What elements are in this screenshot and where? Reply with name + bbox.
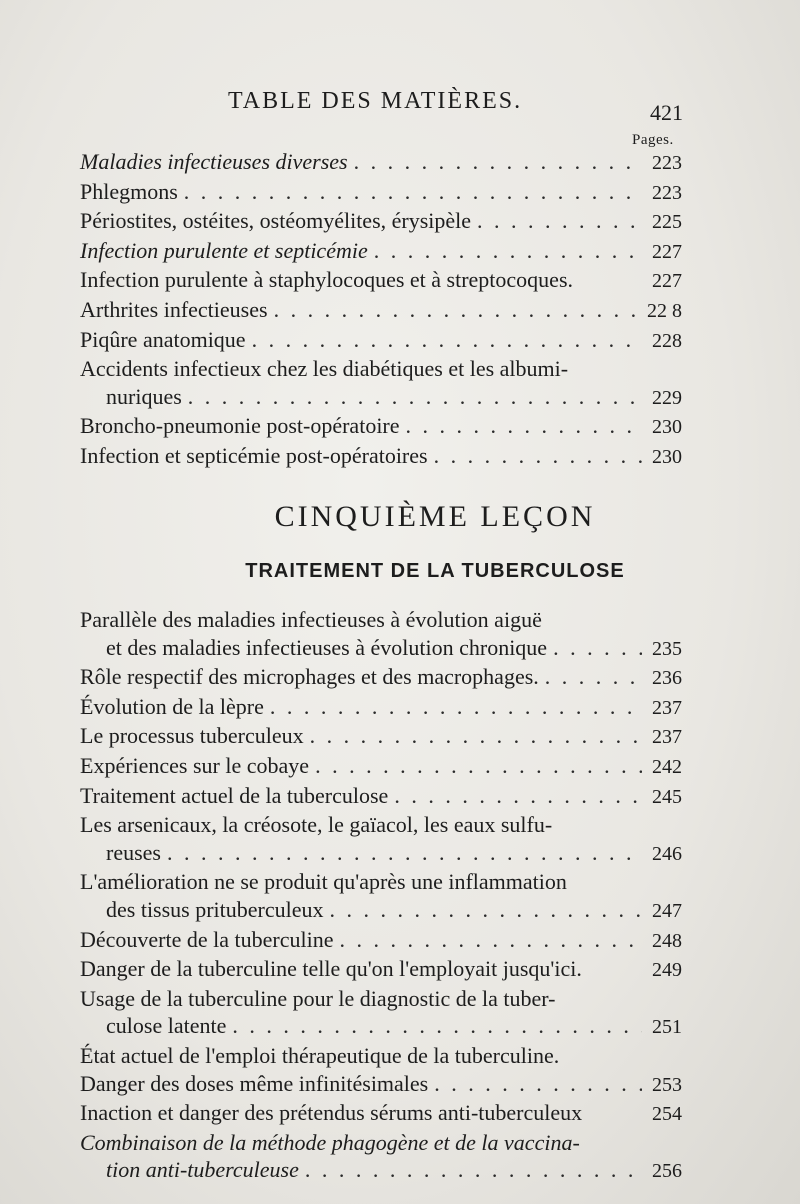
lecon-title: CINQUIÈME LEÇON (274, 500, 596, 533)
toc-page-number: 249 (652, 959, 682, 982)
toc-entry (80, 1042, 682, 1070)
toc-entry (80, 178, 682, 208)
toc-entry-title: nuriques (106, 383, 182, 409)
dot-leader (394, 782, 642, 810)
toc-page-number: 236 (652, 667, 682, 690)
toc-entry-title: Traitement actuel de la tuberculose (80, 782, 389, 808)
toc-entry (80, 868, 682, 925)
toc-section-bottom (80, 606, 682, 1186)
toc-entry-title: Inaction et danger des prétendus sérums anti-tuberculeux (80, 1100, 583, 1126)
toc-page-number: 223 (652, 181, 682, 204)
running-title: TABLE DES MATIÈRES. (228, 88, 523, 114)
toc-entry-title: Maladies infectieuses diverses (80, 149, 348, 174)
page-number: 421 (650, 100, 683, 125)
dot-leader (330, 896, 642, 924)
toc-entry-line (80, 1042, 682, 1070)
dot-leader (434, 1070, 642, 1098)
toc-page-number: 237 (652, 726, 682, 749)
toc-entry (80, 782, 682, 812)
toc-entry-title: tion anti-tuberculeuse (106, 1157, 299, 1183)
toc-entry-title: Accidents infectieux chez les diabétiques et les albumi- (80, 356, 569, 382)
toc-entry (80, 148, 682, 178)
toc-entry-title: État actuel de l'emploi thérapeutique de la tuberculine. (80, 1042, 560, 1068)
toc-entry-title: culose latente (106, 1013, 227, 1039)
toc-entry-line (80, 326, 682, 356)
toc-entry (80, 663, 682, 693)
toc-entry-title: Infection purulente à staphylocoques et à streptocoques. (80, 267, 574, 293)
toc-page-number: 248 (652, 929, 682, 952)
dot-leader (374, 237, 642, 265)
toc-entry-title: Les arsenicaux, la créosote, le gaïacol, les eaux sulfu- (80, 812, 553, 838)
dot-leader (188, 383, 642, 411)
toc-entry-title: Usage de la tuberculine pour le diagnostic de la tuber- (80, 985, 556, 1011)
toc-entry (80, 207, 682, 237)
toc-page-number: 235 (652, 637, 682, 660)
toc-page-number: 246 (652, 842, 682, 865)
toc-entry-line (80, 811, 682, 839)
toc-entry (80, 442, 682, 472)
toc-page-number: 251 (652, 1016, 682, 1039)
toc-entry-title: Danger des doses même infinitésimales (80, 1070, 429, 1096)
toc-page-number: 254 (652, 1103, 682, 1126)
toc-entry-title: Parallèle des maladies infectieuses à évolution aiguë (80, 607, 542, 632)
toc-entry-line (80, 442, 682, 472)
toc-entry (80, 955, 682, 985)
dot-leader (270, 693, 642, 721)
toc-entry-line (80, 1129, 682, 1157)
toc-entry (80, 985, 682, 1042)
toc-section-top (80, 148, 682, 472)
toc-entry-title: reuses (106, 839, 161, 865)
toc-page-number: 247 (652, 899, 682, 922)
toc-entry-line (80, 207, 682, 237)
toc-entry-line (80, 634, 682, 664)
toc-entry (80, 722, 682, 752)
dot-leader (477, 207, 642, 235)
toc-entry-line (80, 178, 682, 208)
dot-leader (310, 722, 642, 750)
toc-entry (80, 1099, 682, 1129)
dot-leader (406, 412, 642, 440)
pages-column-label: Pages. (632, 132, 674, 148)
toc-entry-line (80, 606, 682, 634)
toc-page-number: 227 (652, 270, 682, 293)
dot-leader (354, 148, 642, 176)
toc-entry-title: Broncho-pneumonie post-opératoire (80, 413, 400, 439)
toc-entry-title: Danger de la tuberculine telle qu'on l'employait jusqu'ici. (80, 956, 582, 982)
toc-entry-line (80, 148, 682, 178)
dot-leader (553, 634, 642, 662)
lecon-subtitle: TRAITEMENT DE LA TUBERCULOSE (245, 560, 625, 582)
lecon-heading (0, 500, 800, 534)
dot-leader (232, 1012, 642, 1040)
toc-entry-line (80, 383, 682, 413)
toc-entry-line (80, 693, 682, 723)
toc-entry (80, 811, 682, 868)
dot-leader (339, 926, 642, 954)
toc-entry-line (80, 868, 682, 896)
toc-entry (80, 606, 682, 663)
dot-leader (274, 296, 641, 324)
toc-entry-line (80, 1156, 682, 1186)
toc-entry-title: Découverte de la tuberculine (80, 926, 334, 952)
toc-entry-line (80, 296, 682, 326)
toc-page-number: 227 (652, 240, 682, 263)
toc-entry-line (80, 355, 682, 383)
toc-entry-title: Piqûre anatomique (80, 326, 246, 352)
toc-entry-line (80, 1070, 682, 1100)
toc-page-number: 22 8 (647, 299, 682, 322)
toc-entry (80, 237, 682, 267)
toc-entry (80, 926, 682, 956)
toc-entry-line (80, 896, 682, 926)
toc-entry-line (80, 782, 682, 812)
toc-page-number: 256 (652, 1160, 682, 1183)
toc-page-number: 225 (652, 211, 682, 234)
toc-page-number: 242 (652, 755, 682, 778)
toc-entry-line (80, 412, 682, 442)
toc-page-number: 237 (652, 696, 682, 719)
toc-entry-line (80, 266, 682, 296)
toc-entry-title: Évolution de la lèpre (80, 693, 264, 719)
toc-entry-title: Arthrites infectieuses (80, 296, 268, 322)
toc-entry-title: Infection et septicémie post-opératoires (80, 442, 428, 468)
toc-entry-title: Le processus tuberculeux (80, 723, 304, 749)
toc-entry (80, 266, 682, 296)
toc-entry-title: Expériences sur le cobaye (80, 752, 310, 778)
toc-entry-line (80, 985, 682, 1013)
toc-entry-line (80, 926, 682, 956)
toc-entry-line (80, 1099, 682, 1129)
dot-leader (184, 178, 642, 206)
toc-entry-title: Rôle respectif des microphages et des macrophages. (80, 664, 539, 690)
toc-page-number: 253 (652, 1073, 682, 1096)
dot-leader (252, 326, 642, 354)
toc-entry-title: Périostites, ostéites, ostéomyélites, érysipèle (80, 208, 472, 234)
toc-page-number: 223 (652, 152, 682, 174)
toc-entry (80, 693, 682, 723)
toc-entry-line (80, 955, 682, 985)
toc-entry-line (80, 722, 682, 752)
toc-page-number: 230 (652, 416, 682, 439)
toc-entry-title: Infection purulente et septicémie (80, 237, 368, 263)
toc-entry-title: et des maladies infectieuses à évolution chronique (106, 634, 548, 660)
toc-entry (80, 412, 682, 442)
lecon-subtitle-block (0, 560, 800, 583)
dot-leader (434, 442, 642, 470)
toc-entry (80, 1070, 682, 1100)
toc-entry-title: L'amélioration ne se produit qu'après une inflammation (80, 869, 567, 895)
dot-leader (315, 752, 642, 780)
toc-page-number: 228 (652, 329, 682, 352)
toc-entry-line (80, 663, 682, 693)
toc-entry (80, 1129, 682, 1186)
dot-leader (545, 663, 642, 691)
toc-entry-line (80, 752, 682, 782)
toc-entry (80, 296, 682, 326)
toc-page-number: 229 (652, 386, 682, 409)
toc-page-number: 230 (652, 445, 682, 468)
toc-entry-title: Combinaison de la méthode phagogène et de la vaccina- (80, 1129, 580, 1155)
toc-entry (80, 752, 682, 782)
toc-page-number: 245 (652, 785, 682, 808)
toc-entry-title: Phlegmons (80, 178, 178, 204)
toc-entry-line (80, 1012, 682, 1042)
dot-leader (305, 1156, 642, 1184)
toc-entry (80, 326, 682, 356)
dot-leader (167, 839, 642, 867)
toc-entry-title: des tissus prituberculeux (106, 896, 324, 922)
toc-entry (80, 355, 682, 412)
toc-entry-line (80, 237, 682, 267)
toc-entry-line (80, 839, 682, 869)
